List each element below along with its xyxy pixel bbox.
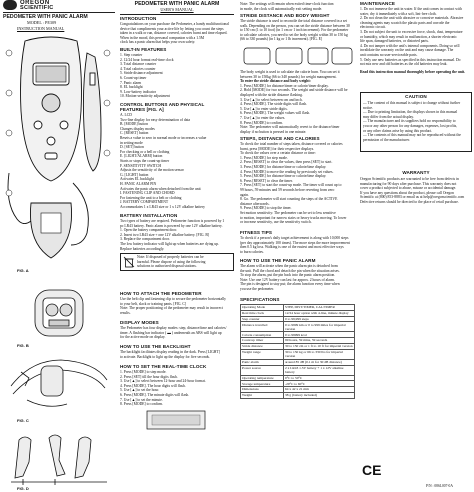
list-item: 7. Panic alarm	[120, 80, 142, 85]
clock-steps	[120, 370, 234, 407]
spec-label: Weight	[241, 392, 284, 398]
text-line: Congratulations on your purchase the Pedometer, a handy multifunctional	[120, 22, 229, 26]
oregon-logo-icon	[3, 0, 17, 10]
list-item: 1. Press [MODE] to step mode.	[120, 370, 167, 374]
warranty-heading: WARRANTY	[402, 170, 430, 175]
text-line: (per day approximately 100 times). The more steps the more improvement	[240, 240, 350, 245]
spec-label: Operating Mode	[241, 305, 284, 311]
table-row	[241, 392, 355, 398]
list-item: 6. Count-up timer	[120, 75, 147, 80]
list-item: 5. Press [MODE] for distance/time or calorie/time display.	[240, 174, 327, 179]
table-row	[241, 310, 355, 316]
attach-paragraph	[120, 297, 234, 315]
text-line: Note: If disposed of properly batteries can be	[137, 255, 204, 259]
brand-logo	[3, 0, 115, 10]
backlight-paragraph	[120, 350, 234, 359]
fig-a-label: FIG. A	[17, 268, 29, 273]
spec-label: Weight range	[241, 349, 284, 359]
text-line: Note: Use one 12V battery can last for approx. 2 hours of alarm.	[240, 277, 335, 282]
list-item: Changes display modes	[120, 126, 155, 131]
list-item: in setting mode	[120, 140, 143, 145]
text-line: burnt, press [MODE] for their respective displays.	[240, 146, 315, 151]
text-line: the unit. Pull the chord and detach the pin when the situation arises.	[240, 268, 340, 273]
list-item: 3. Do not subject the unit to excessive force, shock, dust, temperature	[360, 29, 463, 34]
text-line: Oregon Scientific products are warranted to be free from defects in	[360, 177, 459, 181]
stride-paragraph	[240, 19, 355, 42]
list-item: 7. Use [▲] to set the minute.	[120, 397, 163, 402]
text-line: To check if a person's daily target achievement is along with 10,000 steps	[240, 236, 349, 240]
list-item: 6. Press [MODE]. The weight values will flash.	[240, 111, 311, 116]
spec-label: Operating temperature	[241, 375, 284, 381]
spec-label: Count up timer	[241, 338, 284, 344]
text-line: The Pedometer has four display modes: step, distance/time and calories/	[120, 326, 227, 330]
list-item: 8. Press [MODE] to confirm.	[240, 120, 284, 125]
list-item: 5. Use [▲] to set the hour.	[120, 388, 160, 393]
main-column-2	[240, 0, 355, 492]
text-line: cover a product subjected to abuse, misuse or accidental damage.	[360, 186, 457, 191]
spec-value: STEP, DIST/TIMER, CAL/TIMER	[284, 305, 355, 311]
spec-label: Step counter	[241, 316, 284, 322]
text-line: The pin is designed to stay put; the alarm function every time when	[240, 282, 340, 287]
list-item: C. [RESET] button	[120, 131, 149, 136]
spec-value: -20°C to 60°C	[284, 381, 355, 387]
text-line: Scientific at (800) 853-8883 or email us at help@oregonscientific.com	[360, 195, 465, 200]
controls-heading-2: FEATURES [FIG. A]	[120, 107, 164, 112]
page-subheader: USER'S MANUAL	[160, 7, 194, 12]
list-item: Accommodates 1 x LR43 size or 1 x 12V alkaline battery	[120, 204, 205, 209]
text-line: To check the total number of steps taken, distance covered or calories	[240, 142, 343, 146]
list-item: or humidity, which may result in malfunction, a shorter electronic	[360, 34, 457, 39]
intro-paragraph	[120, 22, 234, 45]
display-modes-paragraph	[120, 326, 234, 340]
list-item: — The contents of this manual may not be reproduced without the	[363, 133, 461, 138]
fitness-heading: FITNESS TIPS	[240, 230, 273, 235]
ce-mark-icon: CE	[362, 462, 382, 478]
text-line: Two types of battery are required. Pedometer function is powered by 1	[120, 219, 225, 223]
spec-value: 0 to 99999 kcal	[284, 332, 355, 338]
list-item: For checking or a bell or clothing	[120, 149, 170, 154]
spec-value: 12/24 hour option with 4-line, minute display	[284, 310, 355, 316]
list-item: 2. Press [SET] till the hour digits flash.	[120, 374, 178, 379]
list-item: 8. Go. The pedometer will start counting the steps of the ACTIVE	[240, 197, 338, 202]
list-item: 2. Hold [MODE] for two seconds. The weight and stride distance will be	[240, 88, 348, 93]
text-line: results.	[120, 310, 131, 315]
text-line: To enter the stride distance and body weight:	[240, 79, 311, 84]
list-item: 7. Use [▲] to enter the values.	[240, 115, 286, 120]
list-item: 7. Press [SET] to start the count-up mode. The timer will count up to	[240, 183, 342, 188]
table-row	[241, 322, 355, 332]
manual-label: INSTRUCTION MANUAL	[17, 26, 65, 31]
warranty-paragraph	[360, 177, 472, 205]
text-line: When in the mood, this personal companion with a 1.5M	[120, 35, 205, 40]
main-column-3	[360, 0, 472, 492]
text-line: (66 to 330 pounds) (in 1 kg or 1 lb increment). [FIG. E]	[240, 37, 323, 42]
caution-heading: CAUTION	[405, 94, 427, 99]
table-row	[241, 365, 355, 375]
list-item: 10. Motion-sensitivity adjustment	[120, 94, 170, 99]
text-line: then 0.5 kg loss. Walking is one of the easiest and most effective ways	[240, 245, 344, 250]
list-item: 8. Press [MODE] to confirm.	[120, 402, 164, 407]
text-line: between 30 to 150kg (66 to 340 pounds) for weight management.	[240, 74, 337, 79]
list-item: 8. EL backlight	[120, 85, 143, 90]
stride-diagram-icon	[242, 44, 354, 68]
list-item: you or any other person for any damages, expenses, lost profits,	[363, 123, 458, 128]
clock-heading: HOW TO SET THE REAL-TIME CLOCK	[120, 364, 207, 369]
text-line: Note: The proper positioning of the pedometer may result in incorrect	[120, 306, 223, 311]
brand-line2: SCIENTIFIC	[20, 5, 54, 11]
read-manual-note	[360, 70, 472, 75]
list-item: water, dry it immediately with a soft, lint-free cloth.	[360, 11, 437, 16]
text-line: The stride distance is used to reconcile the total distance covered in a set	[240, 19, 348, 23]
list-item: 5. Use [▲] to enter stride digits.	[240, 106, 288, 111]
text-line: The body weight is used to calculate the calorie burn. You can set it	[240, 70, 340, 74]
text-line: Replace batteries accordingly.	[120, 246, 165, 251]
controls-heading: CONTROL BUTTONS AND PHYSICAL	[120, 102, 205, 107]
list-item: A. LCD	[120, 113, 132, 117]
list-item: 6. Press [MODE]. The minute digits will flash.	[120, 392, 190, 397]
divider	[3, 12, 115, 13]
table-row	[241, 349, 355, 359]
belt-clip-illustration	[7, 352, 111, 416]
fig-d-label: FIG. D	[17, 486, 29, 491]
list-item: 3. Use [▲] to select between cm and inch.	[240, 97, 303, 102]
list-item: 3. Use [▲] to select between 12-hour and 24-hour format.	[120, 379, 206, 384]
text-line: to activate. Backlight to light up the display for five seconds.	[120, 354, 210, 359]
text-line: manufacturing for 90 days after purchase. This warranty does not	[360, 181, 457, 186]
list-item: E. [LIGHT/ALARM] button	[120, 154, 163, 159]
text-line: Defective returns should be directed to the place of retail purchase.	[360, 199, 459, 204]
steps-heading: STEPS, DISTANCE AND CALORIES	[240, 136, 320, 141]
text-line: timer. A flashing bar indicator ( ▬ ) underneath an ABS will light up	[120, 330, 222, 335]
list-item: 4. Press [MODE]. The stride digits will flash.	[240, 102, 308, 107]
list-item: H. PANIC ALARM PIN	[120, 181, 157, 186]
list-item: notice.	[363, 105, 373, 110]
text-line: display if no button is pressed in one minute.	[240, 129, 307, 134]
main-column-1	[120, 0, 234, 492]
text-line: walk. Depending on the person, you can set the stride distance between 30	[240, 23, 350, 28]
text-line: to 150 cm (1 to 10 foot) (in 1 cm or 1 inch increment). For the pedometer	[240, 28, 349, 33]
text-line: in mode, the clock will automatically exit setting mode.	[240, 6, 323, 11]
spec-label: Real time clock	[241, 310, 284, 316]
text-line: Note: The pedometer will automatically revert to the distance/timer	[240, 125, 340, 130]
fitness-paragraph	[240, 236, 355, 254]
battery-heading: BATTERY INSTALLATION	[120, 213, 178, 218]
text-line: solutions to authorized disposal stations.	[137, 264, 197, 269]
text-line: to burn calories.	[240, 249, 264, 254]
spec-value: 38 g (battery included)	[284, 392, 355, 398]
intro-heading: INTRODUCTION	[120, 16, 157, 21]
spec-label: Storage temperature	[241, 381, 284, 387]
list-item: may differ from the actual display.	[363, 114, 414, 119]
list-item: 5. Stride distance adjustment	[120, 71, 163, 76]
list-item: For fastening the unit to a belt or clothing	[120, 195, 182, 200]
list-item: 4. Total calories counter	[120, 66, 156, 71]
list-item: 3. Total distance counter	[120, 62, 157, 67]
clock-note	[240, 2, 355, 11]
list-item: 1. Press [MODE] for distance/timer or calorie/timer display.	[240, 83, 329, 88]
caution-box	[360, 92, 472, 152]
text-line: for the active mode on display.	[120, 335, 166, 340]
page-header: PEDOMETER WITH PANIC ALARM	[134, 1, 220, 7]
text-line: To stop the alarm, put the pin back into the panic alarm position.	[240, 273, 336, 278]
list-item: J. BATTERY COMPARTMENT	[120, 200, 169, 205]
list-item: 4. Press [MODE]. The hour digits will flash.	[120, 383, 186, 388]
list-item: Two-line display for easy determination of data	[120, 117, 190, 122]
list-item: unit contains no user-serviceable parts.	[360, 52, 418, 57]
text-line: to calculate calories, you need to set the body weight within 30 to 150 kg	[240, 32, 348, 37]
list-item: 2. Press [RESET] to clear the values, then press [SET] to start.	[240, 160, 333, 165]
list-item: electronic circuit.	[360, 25, 386, 30]
spec-label: Dimensions	[241, 387, 284, 393]
spec-value: 30 to 150 cm or 1 ft to 10 ft for imperial version	[284, 343, 355, 349]
text-line: 2. Insert two LR43 size + one 12V alkaline battery. [FIG. B]	[120, 232, 210, 237]
list-item: distance afterwards.	[240, 201, 270, 206]
device-front-illustration	[3, 33, 115, 283]
list-item: again.	[240, 192, 249, 197]
stride-heading: STRIDE DISTANCE AND BODY WEIGHT	[240, 13, 330, 18]
spec-value: 2 x LR43 1.5V battery + 1 x 12V alkaline battery	[284, 365, 355, 375]
spec-value: 64 x 42 x 21 mm	[284, 387, 355, 393]
stride-steps	[240, 70, 355, 134]
list-item: 4. Press [MODE] to move the reading by previously set values.	[240, 169, 334, 174]
text-line: To check the values over a certain distance or time:	[240, 151, 316, 156]
part-number: P/N : 086L007-0A	[426, 484, 453, 488]
list-item: 6. Press [RESET] to clear the timer.	[240, 178, 293, 183]
maintenance-list	[360, 7, 472, 67]
list-item: — Due to printing limitation, the displays shown in this manual	[363, 110, 458, 115]
list-item: 1. Do not immerse the unit in water. If the unit comes in contact with	[360, 7, 462, 11]
features-list	[120, 53, 234, 99]
list-item: D. [SET] button	[120, 145, 144, 150]
list-item: F. SENSITIVITY SWITCH	[120, 163, 162, 168]
disposal-note-box	[120, 253, 234, 271]
text-line: Note: The settings will remain when exited time-clock function	[240, 2, 334, 6]
list-item: Activates EL backlight	[120, 177, 154, 182]
spec-value: 0 to 99,999 steps	[284, 316, 355, 322]
spec-label: Stride distance	[241, 343, 284, 349]
panic-paragraph	[240, 264, 355, 292]
spec-label: Distance travelled	[241, 322, 284, 332]
spec-value: 99 hours, 59 mins, 59 seconds	[284, 338, 355, 344]
header-divider	[120, 14, 234, 15]
list-item: not mix new and old batteries as the old batteries may leak.	[360, 62, 448, 67]
list-item: 9. Press [MODE] to stop the timer.	[240, 206, 292, 211]
stride-illustration	[9, 432, 109, 486]
list-item: displayed with the stride distance flashing.	[240, 92, 303, 97]
steps-paragraph	[240, 142, 355, 225]
table-row	[241, 343, 355, 349]
product-title: PEDOMETER WITH PANIC ALARM	[3, 14, 88, 20]
list-item: life span, damaged batteries, or distorted parts.	[360, 39, 429, 44]
text-line: taken in a walk or run, distance covered, calories burnt and time elapsed.	[120, 31, 228, 36]
list-item: I. FASTENING CLIP AND CHORD	[120, 191, 175, 196]
list-item: 1. Step counter	[120, 53, 143, 57]
list-item: Starts or stops the count-up timer	[120, 158, 170, 163]
backlight-heading: HOW TO USE THE BACKLIGHT	[120, 344, 191, 349]
text-line: or increase sensitivity, use the sensitivity switch.	[240, 220, 312, 225]
list-item: Adjusts the sensitivity of the motion sensor	[120, 168, 184, 173]
list-item: 3. Press [MODE] for distance/time or calorie/time display.	[240, 164, 327, 169]
list-item: or any other claims arise by using this product.	[363, 128, 433, 133]
brand-line1: OREGON	[20, 0, 50, 6]
text-line: harmful. Please dispose of using the following	[137, 259, 206, 264]
text-line: to motion, important for narrow stairs or heavy trucks moving. To lower	[240, 215, 347, 220]
text-line: The alarm will activate when the panic alarm pin is detached from	[240, 264, 338, 268]
spec-label: Power source	[241, 365, 284, 375]
text-line: pc LR43 battery. Panic alarm is powered by one 12V alkaline battery.	[120, 223, 223, 228]
text-line: clock has a panic alarm that helps your own safety.	[120, 40, 196, 45]
text-line: to your belt, slack or training pants. [FIG. C]	[120, 301, 187, 306]
spec-value: around 85 dB (0.1 m for 30 dB distance)	[284, 359, 355, 365]
list-item: 9. Low-battery indicator	[120, 89, 156, 94]
spec-label: Calorie consumption	[241, 332, 284, 338]
list-item: 5. Only use new batteries as specified in this instruction manual. Do	[360, 57, 461, 62]
list-item: G. [LIGHT] button	[120, 172, 149, 177]
list-item: B. [MODE] button	[120, 122, 148, 127]
text-line: Read this instruction manual thoroughly before operating the unit.	[360, 70, 466, 74]
spec-value: 0 to 9999 km or 0 to 999 miles for imperial version	[284, 322, 355, 332]
panic-heading: HOW TO USE THE PANIC ALARM	[240, 258, 316, 263]
text-line: If you have any questions about the product, please call Oregon	[360, 190, 454, 195]
fig-c-label: FIG. C	[17, 418, 29, 423]
features-heading: BUILT-IN FEATURES	[120, 47, 167, 52]
list-item: 99 hours, 59 minutes and 59 seconds before reverting from zero	[240, 187, 335, 192]
spec-label: Panic alarm	[241, 359, 284, 365]
controls-list	[120, 113, 234, 209]
recycle-bin-icon	[123, 256, 135, 268]
spec-value: 0°C to 50°C	[284, 375, 355, 381]
list-item: — The manufacturer and its suppliers hold no responsibility to	[363, 119, 456, 124]
battery-illustration	[29, 288, 89, 340]
list-item: invalidate the warranty on the unit and may cause damage. The	[360, 48, 454, 53]
disposal-note	[137, 255, 231, 269]
specifications-table	[240, 304, 355, 399]
lcd-clock-icon	[146, 410, 206, 430]
fig-b-label: FIG. B	[17, 343, 29, 348]
list-item: permission of the manufacturer.	[363, 137, 410, 142]
model-number: MODEL : PE309	[27, 20, 57, 25]
list-item: Resets a value to zero in normal mode or increases a value	[120, 135, 207, 140]
text-line: Use the belt clip and fastening clip to secure the pedometer horizontally	[120, 297, 226, 301]
caution-list	[363, 101, 469, 142]
list-item: 2. 12/24 hour format real-time clock	[120, 57, 174, 62]
text-line: Set motion sensitivity: The pedometer can be set to less sensitive	[240, 210, 336, 215]
specifications-heading: SPECIFICATIONS	[240, 297, 280, 302]
maintenance-heading: MAINTENANCE	[360, 1, 396, 6]
attach-heading: HOW TO ATTACH THE PEDOMETER	[120, 291, 202, 296]
table-row	[241, 359, 355, 365]
list-item: 4. Do not tamper with the unit's internal components. Doing so will	[360, 43, 460, 48]
display-modes-heading: DISPLAY MODES	[120, 320, 159, 325]
spec-value: 30 to 150 kg or 66 to 330 lbs for imperial version	[284, 349, 355, 359]
text-line: you use the pedometer.	[240, 286, 274, 291]
cover-column	[3, 0, 115, 492]
text-line: 3. Replace the compartment door.	[120, 237, 170, 242]
battery-paragraph	[120, 219, 234, 251]
text-line: device that compliments your active life by letting you count the steps	[120, 26, 224, 31]
text-line: The low battery indicator will light up when batteries are dying up.	[120, 241, 219, 246]
list-item: cleaning agents may scratch the plastic parts and corrode the	[360, 20, 450, 25]
list-item: 2. Do not clean the unit with abrasive or corrosive materials. Abrasive	[360, 16, 464, 21]
text-line: 1. Open the battery compartment door.	[120, 228, 178, 233]
list-item: 1. Press [MODE] for step mode.	[240, 155, 288, 160]
text-line: The backlight facilitates display reading in the dark. Press [LIGHT]	[120, 350, 220, 354]
list-item: — The content of this manual is subject to change without further	[363, 101, 461, 105]
list-item: Activates the panic alarm when detached from the unit	[120, 186, 201, 191]
